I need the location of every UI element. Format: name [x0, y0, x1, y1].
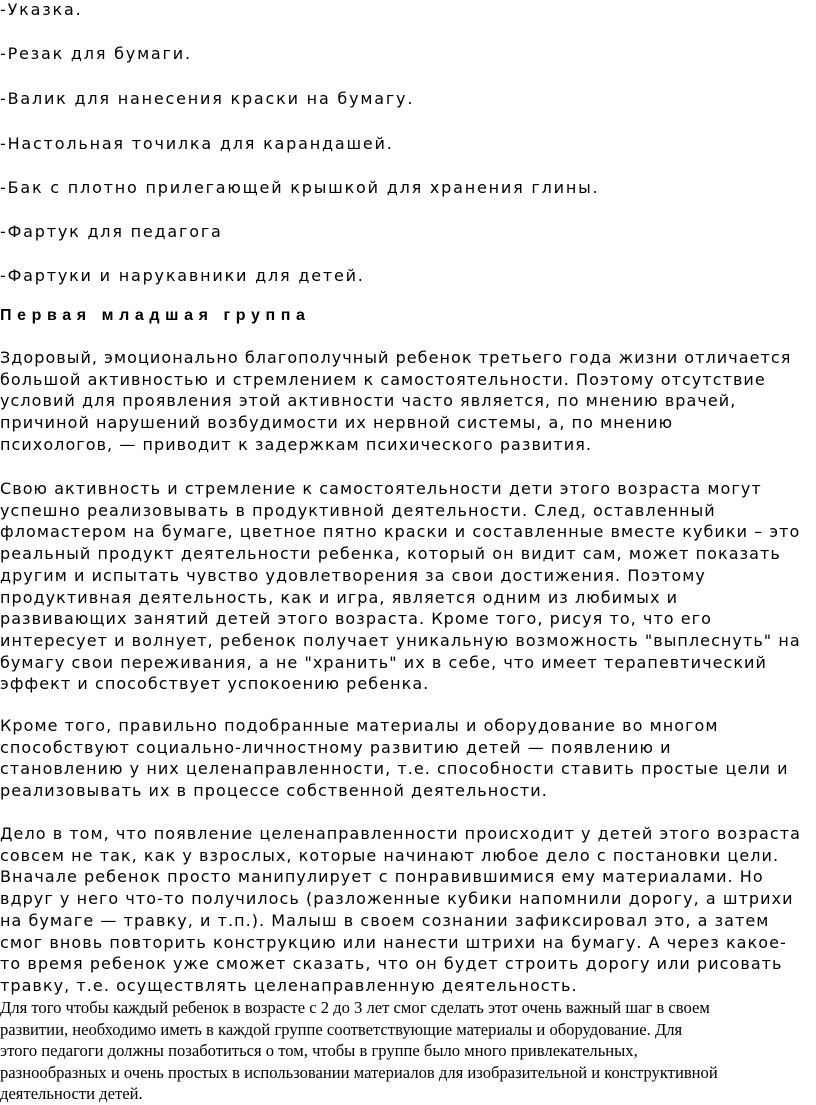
text-line: развивающих занятий детей этого возраста. Кроме того, рисуя то, что его [0, 609, 712, 629]
text-line: становлению у них целенаправленности, т.е. способности ставить простые цели и [0, 759, 789, 779]
text-line: то время ребенок уже сможет сказать, что он будет строить дорогу или рисовать [0, 954, 783, 974]
text-line: разнообразных и очень простых в использовании материалов для изобразительной и конструктивной [0, 1062, 718, 1082]
text-line: деятельности детей. [0, 1084, 143, 1104]
list-item: -Настольная точилка для карандашей. [0, 134, 394, 153]
text-line: Здоровый, эмоционально благополучный ребенок третьего года жизни отличается [0, 348, 792, 367]
text-line: развитии, необходимо иметь в каждой группе соответствующие материалы и оборудование. Для [0, 1019, 683, 1039]
text-line: бумагу свои переживания, а не "хранить" их в себе, что имеет терапевтический [0, 652, 767, 672]
text-line: Кроме того, правильно подобранные материалы и оборудование во многом [0, 716, 719, 735]
text-line: другим и испытать чувство удовлетворения за свои достижения. Поэтому [0, 565, 706, 585]
text-line: причиной нарушений возбудимости их нервной системы, а, по мнению [0, 413, 674, 433]
list-item: -Фартуки и нарукавники для детей. [0, 266, 365, 285]
text-line: большой активностью и стремлением к самостоятельности. Поэтому отсутствие [0, 369, 766, 389]
text-line: фломастером на бумаге, цветное пятно краски и составленные вместе кубики – это [0, 522, 801, 542]
text-line: реализовывать их в процессе собственной деятельности. [0, 781, 548, 801]
list-item: -Бак с плотно прилегающей крышкой для хранения глины. [0, 178, 600, 197]
text-line: вдруг у него что-то получилось (разложенные кубики напомнили дорогу, а штрихи [0, 889, 794, 909]
text-line: смог вновь повторить конструкцию или нанести штрихи на бумагу. А через какое- [0, 932, 787, 952]
section-heading: Первая младшая группа [0, 307, 311, 324]
text-line: психологов, — приводит к задержкам психического развития. [0, 434, 593, 454]
text-line: интересует и волнует, ребенок получает уникальную возможность "выплеснуть" на [0, 630, 801, 650]
text-line: реальный продукт деятельности ребенка, который он видит сам, может показать [0, 544, 781, 564]
paragraph [0, 347, 816, 456]
paragraph [0, 823, 816, 997]
paragraph [0, 715, 816, 802]
text-line: Для того чтобы каждый ребенок в возрасте с 2 до 3 лет смог сделать этот очень важный шаг в своем [0, 998, 710, 1017]
paragraph [0, 478, 816, 695]
text-line: совсем не так, как у взрослых, которые начинают любое дело с постановки цели. [0, 845, 780, 865]
list-item: -Валик для нанесения краски на бумагу. [0, 89, 415, 108]
text-line: условий для проявления этой активности часто является, по мнению врачей, [0, 391, 737, 411]
closing-paragraph [0, 997, 816, 1105]
text-line: Вначале ребенок просто манипулирует с понравившимися ему материалами. Но [0, 867, 764, 887]
text-line: этого педагоги должны позаботиться о том, чтобы в группе было много привлекательных, [0, 1041, 638, 1061]
list-item: -Фартук для педагога [0, 222, 223, 241]
text-line: продуктивная деятельность, как и игра, является одним из любимых и [0, 587, 679, 607]
text-line: Дело в том, что появление целенаправленности происходит у детей этого возраста [0, 824, 801, 843]
text-line: Свою активность и стремление к самостоятельности дети этого возраста могут [0, 479, 762, 498]
text-line: успешно реализовывать в продуктивной деятельности. След, оставленный [0, 500, 716, 520]
list-item: -Резак для бумаги. [0, 44, 192, 63]
text-line: эффект и способствует успокоению ребенка. [0, 674, 430, 694]
text-line: на бумаге — травку, и т.п.). Малыш в своем сознании зафиксировал это, а затем [0, 910, 770, 930]
text-line: травку, т.е. осуществлять целенаправленную деятельность. [0, 975, 578, 995]
text-line: способствуют социально-личностному развитию детей — появлению и [0, 737, 672, 757]
list-item: -Указка. [0, 0, 83, 19]
